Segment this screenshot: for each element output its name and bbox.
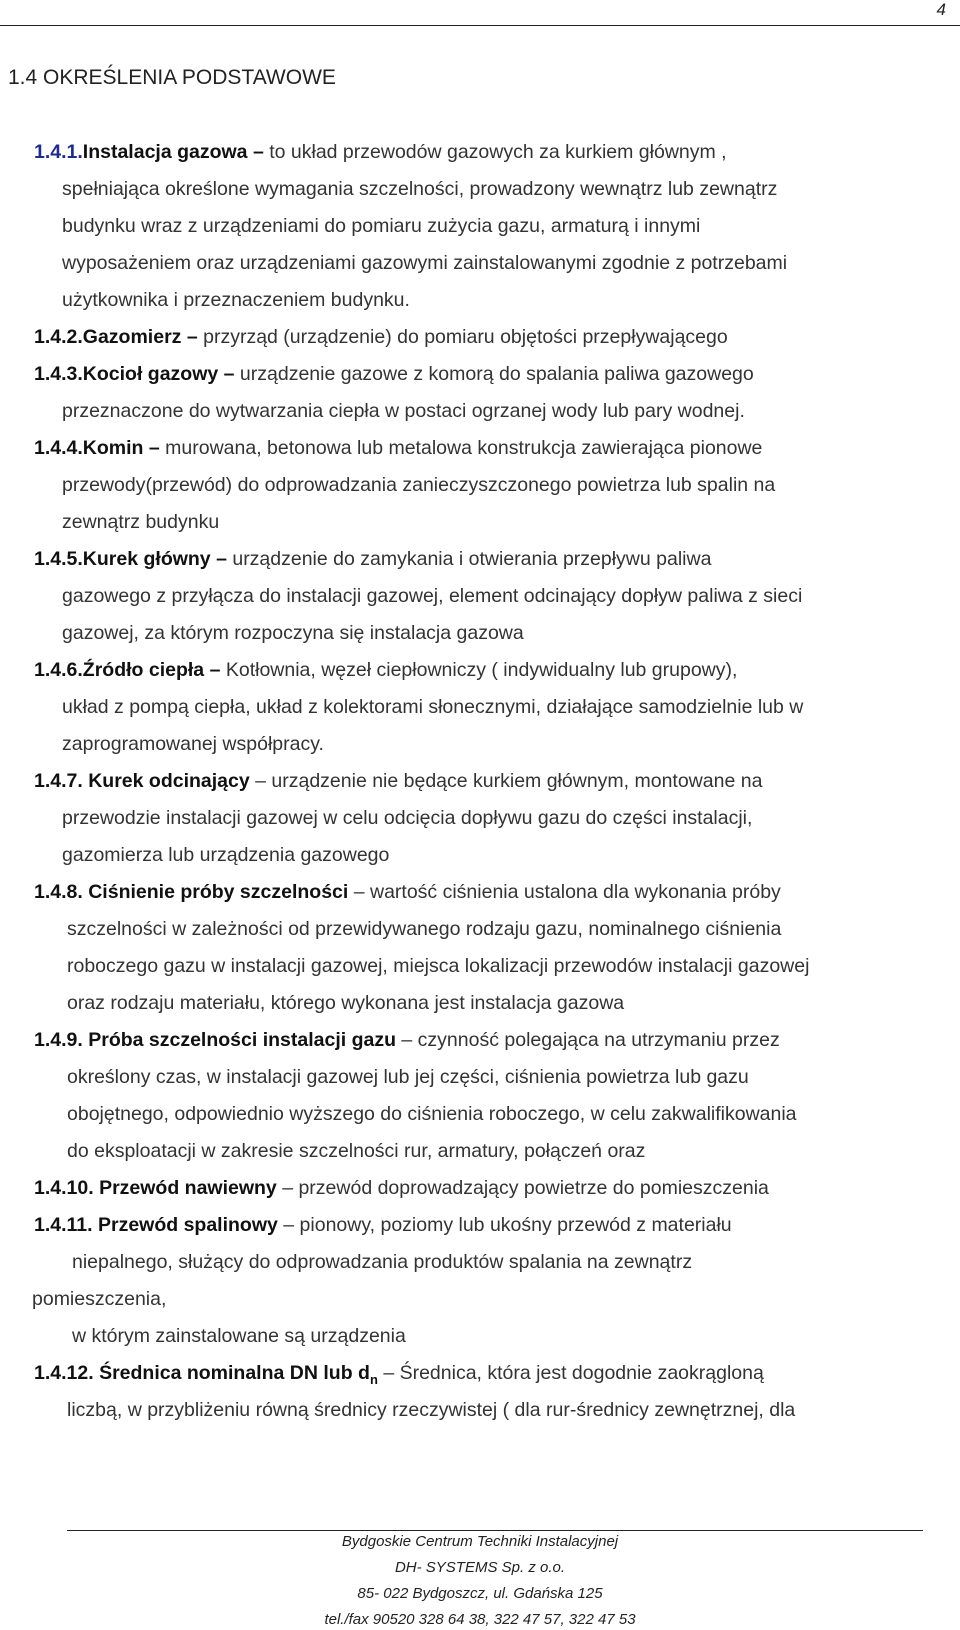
footer-rule — [67, 1530, 923, 1531]
def-11-line: niepalnego, służący do odprowadzania produktów spalania na zewnątrz — [72, 1251, 693, 1273]
definition-3: 1.4.3.Kocioł gazowy – urządzenie gazowe z komorą do spalania paliwa gazowego — [34, 363, 754, 385]
def-4-line: przewody(przewód) do odprowadzania zanieczyszczonego powietrza lub spalin na — [62, 474, 776, 496]
footer-address: 85- 022 Bydgoszcz, ul. Gdańska 125 — [357, 1585, 603, 1602]
def-6-line: układ z pompą ciepła, układ z kolektorami słonecznymi, działające samodzielnie lub w — [62, 696, 804, 718]
definition-9: 1.4.9. Próba szczelności instalacji gazu – czynność polegająca na utrzymaniu przez — [34, 1029, 780, 1051]
page-number: 4 — [936, 0, 946, 19]
def-5-line: gazowego z przyłącza do instalacji gazowej, element odcinający dopływ paliwa z sieci — [62, 585, 803, 607]
def-1-line: budynku wraz z urządzeniami do pomiaru zużycia gazu, armaturą i innymi — [62, 215, 701, 237]
footer-company-name: DH- SYSTEMS Sp. z o.o. — [394, 1559, 566, 1576]
def-11-line: w którym zainstalowane są urządzenia — [72, 1325, 406, 1347]
def-5-line: gazowej, za którym rozpoczyna się instalacja gazowa — [62, 622, 524, 644]
def-11-line: pomieszczenia, — [32, 1288, 167, 1310]
footer-company: Bydgoskie Centrum Techniki Instalacyjnej — [341, 1533, 619, 1550]
definition-6: 1.4.6.Źródło ciepła – Kotłownia, węzeł ciepłowniczy ( indywidualny lub grupowy), — [34, 659, 738, 681]
section-heading: 1.4 OKREŚLENIA PODSTAWOWE — [8, 66, 336, 89]
definition-7: 1.4.7. Kurek odcinający – urządzenie nie będące kurkiem głównym, montowane na — [34, 770, 763, 792]
footer-phone: tel./fax 90520 328 64 38, 322 47 57, 322 47 53 — [324, 1611, 636, 1628]
def-8-line: roboczego gazu w instalacji gazowej, miejsca lokalizacji przewodów instalacji gazowej — [67, 955, 810, 977]
def-3-line: przeznaczone do wytwarzania ciepła w postaci ogrzanej wody lub pary wodnej. — [62, 400, 745, 422]
def-12-line: liczbą, w przybliżeniu równą średnicy rzeczywistej ( dla rur-średnicy zewnętrznej, dla — [67, 1399, 796, 1421]
def-9-line: do eksploatacji w zakresie szczelności rur, armatury, połączeń oraz — [67, 1140, 646, 1162]
definition-10: 1.4.10. Przewód nawiewny – przewód doprowadzający powietrze do pomieszczenia — [34, 1177, 769, 1199]
def-8-line: szczelności w zależności od przewidywanego rodzaju gazu, nominalnego ciśnienia — [67, 918, 782, 940]
definition-12: 1.4.12. Średnica nominalna DN lub $d_n$ – Średnica, która jest dogodnie zaokrągloną — [34, 1362, 764, 1387]
def-1-line: użytkownika i przeznaczeniem budynku. — [62, 289, 410, 311]
definition-4: 1.4.4.Komin – murowana, betonowa lub metalowa konstrukcja zawierająca pionowe — [34, 437, 763, 459]
def-7-line: przewodzie instalacji gazowej w celu odcięcia dopływu gazu do części instalacji, — [62, 807, 753, 829]
def-6-line: zaprogramowanej współpracy. — [62, 733, 324, 755]
def-9-line: określony czas, w instalacji gazowej lub jej części, ciśnienia powietrza lub gazu — [67, 1066, 749, 1088]
definition-8: 1.4.8. Ciśnienie próby szczelności – wartość ciśnienia ustalona dla wykonania próby — [34, 881, 781, 903]
def-number: 1.4.1. — [34, 141, 83, 163]
definition-2: 1.4.2.Gazomierz – przyrząd (urządzenie) do pomiaru objętości przepływającego — [34, 326, 728, 348]
definition-1: 1.4.1.Instalacja gazowa – to układ przewodów gazowych za kurkiem głównym , — [34, 141, 727, 163]
header-rule — [0, 25, 960, 26]
def-1-line: wyposażeniem oraz urządzeniami gazowymi zainstalowanymi zgodnie z potrzebami — [62, 252, 788, 274]
def-1-line: spełniająca określone wymagania szczelności, prowadzony wewnątrz lub zewnątrz — [62, 178, 778, 200]
def-8-line: oraz rodzaju materiału, którego wykonana jest instalacja gazowa — [67, 992, 625, 1014]
def-9-line: obojętnego, odpowiednio wyższego do ciśnienia roboczego, w celu zakwalifikowania — [67, 1103, 797, 1125]
definition-11: 1.4.11. Przewód spalinowy – pionowy, poziomy lub ukośny przewód z materiału — [34, 1214, 732, 1236]
def-7-line: gazomierza lub urządzenia gazowego — [62, 844, 390, 866]
def-4-line: zewnątrz budynku — [62, 511, 220, 533]
def-term: Instalacja gazowa – — [82, 141, 264, 163]
definition-5: 1.4.5.Kurek główny – urządzenie do zamykania i otwierania przepływu paliwa — [34, 548, 712, 570]
